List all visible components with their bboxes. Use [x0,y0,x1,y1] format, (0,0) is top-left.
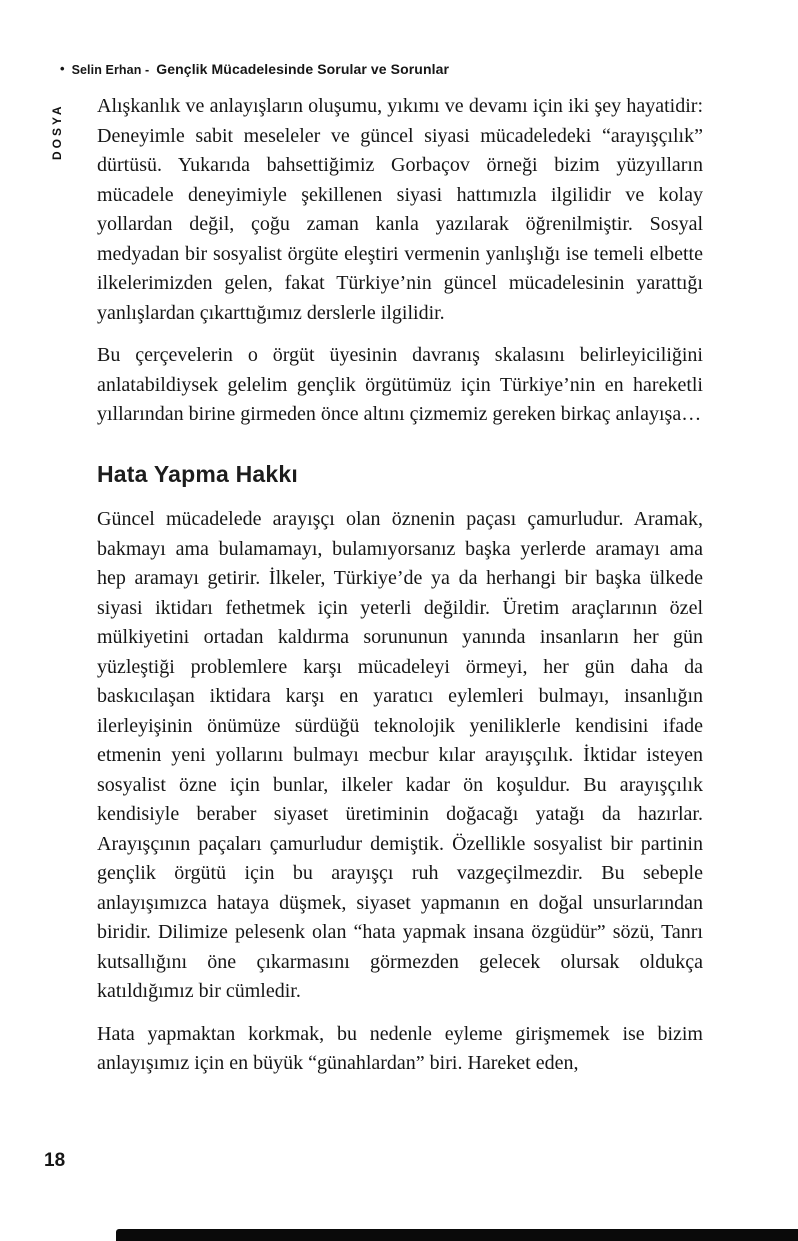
running-header [60,61,449,77]
dosya-margin-label: DOSYA [50,103,64,160]
paragraph: Alışkanlık ve anlayışların oluşumu, yıkımı ve devamı için iki şey hayatidir: Deneyimle sabit meseleler ve güncel siyasi mücadeledeki “arayışçılık” dürtüsü. Yukarıda bahsettiğimiz Gorbaçov örneği bizim yüzyılların mücadele deneyimiyle şekillenen siyasi hattımızla ilgilidir ve kolay yollardan değil, çoğu zaman kanla yazılarak öğrenilmiştir. Sosyal medyadan bir sosyalist örgüte eleştiri vermenin yanlışlığı ise temeli elbette ilkelerimizden gelen, fakat Türkiye’nin güncel mücadelesinin yarattığı yanlışlardan çıkarttığımız derslerle ilgilidir. [97,95,703,324]
next-page-edge [116,1229,798,1241]
header-bullet: • [60,61,65,76]
paragraph: Bu çerçevelerin o örgüt üyesinin davranış skalasını belirleyiciliğini anlatabildiysek gelelim gençlik örgütümüz için Türkiye’nin en hareketli yıllarından birine girmeden önce altını çizmemiz gereken birkaç anlayışa… [97,344,703,425]
page-number: 18 [44,1150,66,1171]
section-heading: Hata Yapma Hakkı [97,460,298,487]
header-book-title: Gençlik Mücadelesinde Sorular ve Sorunlar [156,61,450,77]
paragraph: Hata yapmaktan korkmak, bu nedenle eyleme girişmemek ise bizim anlayışımız için en büyük “günahlardan” biri. Hareket eden, [97,1022,703,1075]
paragraph: Güncel mücadelede arayışçı olan öznenin paçası çamurludur. Aramak, bakmayı ama bulamamayı, bulamıyorsanız başka yerlerde aramayı ama hep aramayı getirir. İlkeler, Türkiye’de ya da herhangi bir başka ülkede siyasi iktidarı fethetmek için yeterli değildir. Üretim araçlarının özel mülkiyetini ortadan kaldırma sorununun yanında insanların her gün yüzleştiği problemlere karşı mücadeleyi örmeyi, her gün daha da baskıcılaşan iktidara karşı en yaratıcı eylemleri bulmayı, insanlığın ilerleyişinin önümüze sürdüğü teknolojik yeniliklerle kendisini ifade etmenin yeni yollarını bulmayı mecbur kılar arayışçılık. İktidar isteyen sosyalist özne için bunlar, ilkeler kadar ön koşuldur. Bu arayışçılık kendisiyle beraber siyaset üretiminin doğacağı yatağı da hazırlar. Arayışçının paçaları çamurludur demiştik. Özellikle sosyalist bir partinin gençlik örgütü için bu arayışçı ruh vazgeçilmezdir. Bu sebeple anlayışımızca hataya düşmek, siyaset yapmanın en doğal unsurlarından biridir. Dilimize pelesenk olan “hata yapmak insana özgüdür” sözü, Tanrı kutsallığını öne çıkarmasını görmezden gelecek olursak oldukça katıldığımız bir cümledir. [97,508,703,1003]
body-text [97,92,703,1092]
header-author: Selin Erhan - [71,63,150,77]
